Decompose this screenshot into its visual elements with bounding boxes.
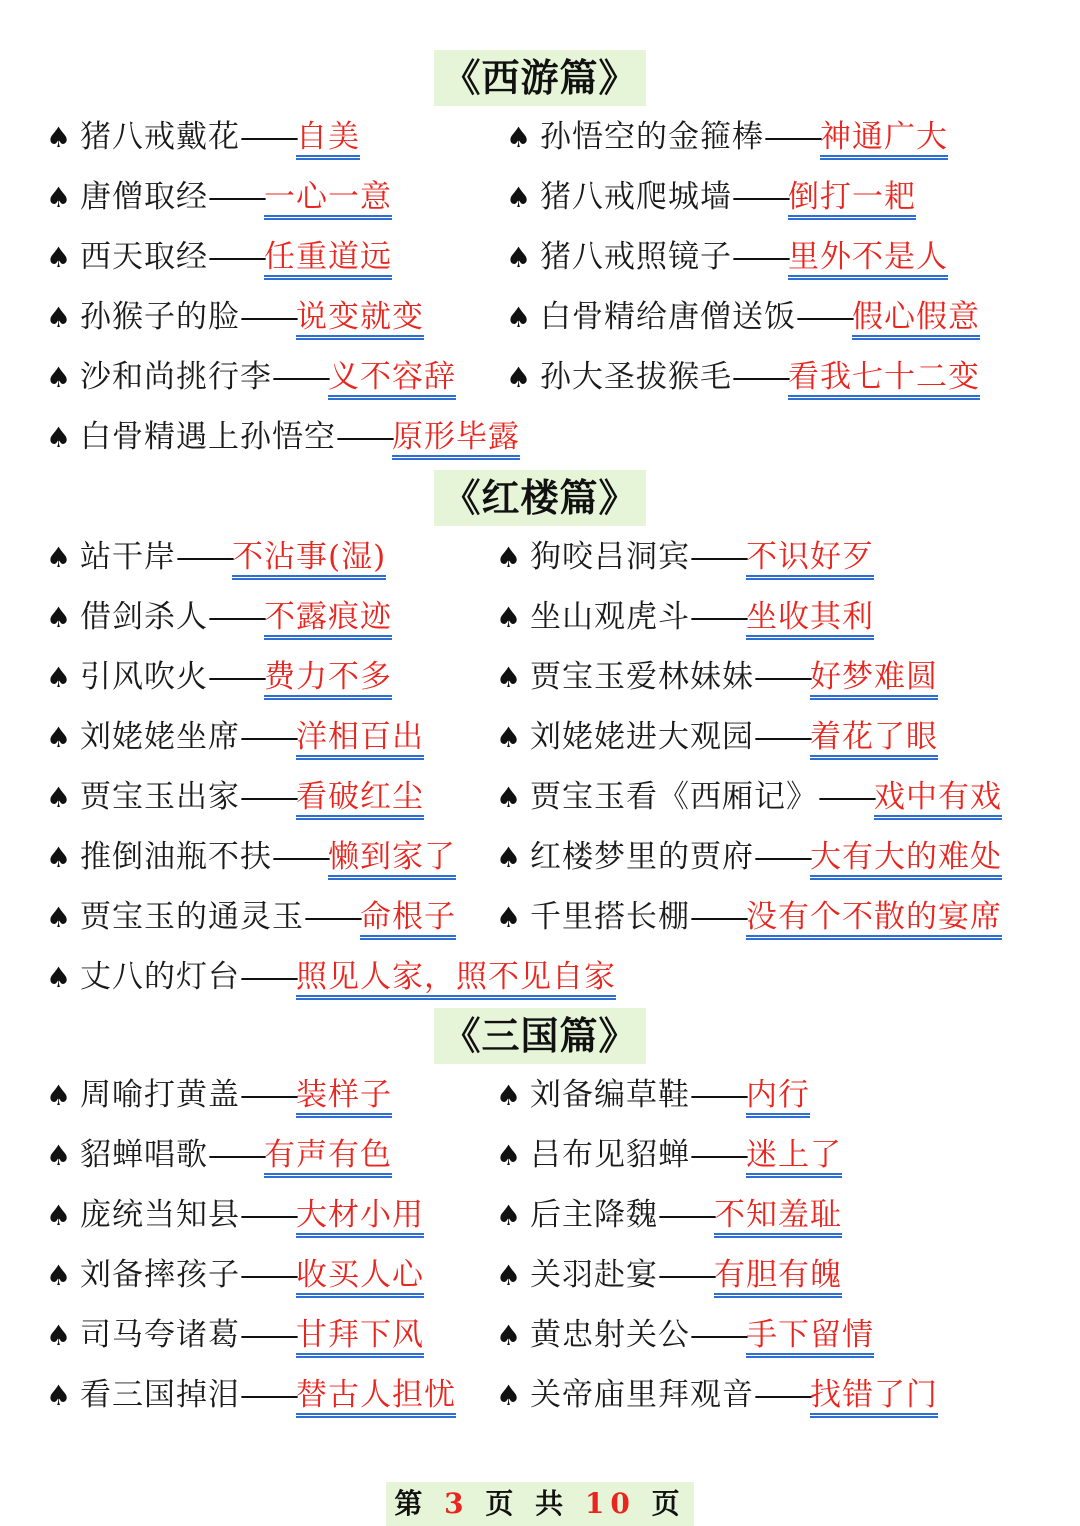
section-title: [0, 470, 1080, 526]
dash-separator: ——: [690, 1137, 746, 1173]
xiehouyu-item: [506, 232, 948, 282]
xiehouyu-item: [506, 172, 916, 222]
xiehouyu-item: [46, 1250, 424, 1300]
riddle-first-part: 猪八戒照镜子: [540, 239, 732, 275]
spade-icon: ♠: [496, 1319, 522, 1352]
riddle-first-part: 丈八的灯台: [80, 959, 240, 995]
riddle-answer: 戏中有戏: [874, 779, 1002, 820]
riddle-first-part: 司马夸诸葛: [80, 1317, 240, 1353]
spade-icon: ♠: [496, 781, 522, 814]
xiehouyu-item: [46, 1070, 392, 1120]
xiehouyu-item: [506, 352, 980, 402]
riddle-first-part: 周喻打黄盖: [80, 1077, 240, 1113]
riddle-answer: 大材小用: [296, 1197, 424, 1238]
dash-separator: ——: [240, 779, 296, 815]
xiehouyu-item: [46, 1370, 456, 1420]
xiehouyu-item: [46, 1310, 424, 1360]
riddle-answer: 倒打一耙: [788, 179, 916, 220]
dash-separator: ——: [754, 1377, 810, 1413]
dash-separator: ——: [208, 1137, 264, 1173]
section-title: [0, 1008, 1080, 1064]
xiehouyu-item: [46, 172, 392, 222]
xiehouyu-item: [496, 652, 938, 702]
xiehouyu-item: [496, 832, 1002, 882]
spade-icon: ♠: [496, 841, 522, 874]
riddle-answer: 不沾事(湿): [232, 539, 386, 580]
page-footer: [0, 1482, 1080, 1526]
riddle-answer: 懒到家了: [328, 839, 456, 880]
spade-icon: ♠: [46, 181, 72, 214]
dash-separator: ——: [240, 1377, 296, 1413]
spade-icon: ♠: [506, 121, 532, 154]
dash-separator: ——: [240, 299, 296, 335]
riddle-answer: 一心一意: [264, 179, 392, 220]
spade-icon: ♠: [46, 1319, 72, 1352]
riddle-answer: 不识好歹: [746, 539, 874, 580]
riddle-answer: 好梦难圆: [810, 659, 938, 700]
riddle-answer: 手下留情: [746, 1317, 874, 1358]
xiehouyu-item: [496, 712, 938, 762]
current-page: 3: [444, 1487, 470, 1520]
spade-icon: ♠: [46, 541, 72, 574]
riddle-answer: 原形毕露: [392, 419, 520, 460]
section-title-text: 《红楼篇》: [434, 470, 645, 526]
riddle-first-part: 刘姥姥进大观园: [530, 719, 754, 755]
dash-separator: ——: [240, 959, 296, 995]
riddle-first-part: 刘备摔孩子: [80, 1257, 240, 1293]
xiehouyu-item: [496, 1190, 842, 1240]
dash-separator: ——: [732, 179, 788, 215]
dash-separator: ——: [208, 659, 264, 695]
dash-separator: ——: [176, 539, 232, 575]
riddle-first-part: 关帝庙里拜观音: [530, 1377, 754, 1413]
riddle-answer: 洋相百出: [296, 719, 424, 760]
spade-icon: ♠: [496, 1139, 522, 1172]
section-title: [0, 50, 1080, 106]
spade-icon: ♠: [46, 1379, 72, 1412]
dash-separator: ——: [208, 599, 264, 635]
riddle-first-part: 沙和尚挑行李: [80, 359, 272, 395]
xiehouyu-item: [506, 292, 980, 342]
riddle-first-part: 后主降魏: [530, 1197, 658, 1233]
dash-separator: ——: [240, 1197, 296, 1233]
riddle-first-part: 千里搭长棚: [530, 899, 690, 935]
xiehouyu-item: [46, 892, 456, 942]
dash-separator: ——: [732, 239, 788, 275]
riddle-first-part: 看三国掉泪: [80, 1377, 240, 1413]
dash-separator: ——: [818, 779, 874, 815]
riddle-answer: 自美: [296, 119, 360, 160]
dash-separator: ——: [690, 899, 746, 935]
riddle-first-part: 刘备编草鞋: [530, 1077, 690, 1113]
riddle-answer: 坐收其利: [746, 599, 874, 640]
xiehouyu-item: [46, 772, 424, 822]
xiehouyu-item: [46, 352, 456, 402]
xiehouyu-item: [496, 1250, 842, 1300]
spade-icon: ♠: [496, 541, 522, 574]
dash-separator: ——: [764, 119, 820, 155]
spade-icon: ♠: [506, 361, 532, 394]
spade-icon: ♠: [496, 901, 522, 934]
spade-icon: ♠: [46, 421, 72, 454]
xiehouyu-item: [46, 712, 424, 762]
spade-icon: ♠: [46, 241, 72, 274]
riddle-answer: 收买人心: [296, 1257, 424, 1298]
spade-icon: ♠: [46, 1079, 72, 1112]
xiehouyu-item: [496, 772, 1002, 822]
spade-icon: ♠: [46, 901, 72, 934]
xiehouyu-item: [46, 1130, 392, 1180]
riddle-first-part: 引风吹火: [80, 659, 208, 695]
dash-separator: ——: [272, 839, 328, 875]
xiehouyu-item: [46, 832, 456, 882]
riddle-answer: 有声有色: [264, 1137, 392, 1178]
riddle-first-part: 唐僧取经: [80, 179, 208, 215]
riddle-first-part: 借剑杀人: [80, 599, 208, 635]
spade-icon: ♠: [496, 721, 522, 754]
riddle-first-part: 孙悟空的金箍棒: [540, 119, 764, 155]
dash-separator: ——: [240, 719, 296, 755]
spade-icon: ♠: [496, 661, 522, 694]
riddle-first-part: 站干岸: [80, 539, 176, 575]
dash-separator: ——: [796, 299, 852, 335]
riddle-answer: 费力不多: [264, 659, 392, 700]
spade-icon: ♠: [46, 301, 72, 334]
dash-separator: ——: [690, 599, 746, 635]
xiehouyu-item: [46, 532, 386, 582]
dash-separator: ——: [732, 359, 788, 395]
xiehouyu-item: [506, 112, 948, 162]
dash-separator: ——: [240, 119, 296, 155]
riddle-answer: 着花了眼: [810, 719, 938, 760]
xiehouyu-item: [496, 1370, 938, 1420]
xiehouyu-item: [496, 892, 1002, 942]
riddle-first-part: 贾宝玉看《西厢记》: [530, 779, 818, 815]
spade-icon: ♠: [506, 241, 532, 274]
spade-icon: ♠: [46, 841, 72, 874]
dash-separator: ——: [208, 239, 264, 275]
riddle-answer: 替古人担忧: [296, 1377, 456, 1418]
riddle-answer: 内行: [746, 1077, 810, 1118]
dash-separator: ——: [690, 1317, 746, 1353]
spade-icon: ♠: [46, 961, 72, 994]
riddle-first-part: 贾宝玉的通灵玉: [80, 899, 304, 935]
dash-separator: ——: [208, 179, 264, 215]
spade-icon: ♠: [46, 781, 72, 814]
riddle-first-part: 红楼梦里的贾府: [530, 839, 754, 875]
xiehouyu-item: [46, 652, 392, 702]
riddle-first-part: 推倒油瓶不扶: [80, 839, 272, 875]
xiehouyu-item: [496, 532, 874, 582]
dash-separator: ——: [658, 1197, 714, 1233]
dash-separator: ——: [336, 419, 392, 455]
dash-separator: ——: [754, 659, 810, 695]
spade-icon: ♠: [46, 601, 72, 634]
spade-icon: ♠: [46, 1199, 72, 1232]
dash-separator: ——: [754, 839, 810, 875]
spade-icon: ♠: [46, 1139, 72, 1172]
spade-icon: ♠: [496, 601, 522, 634]
spade-icon: ♠: [496, 1259, 522, 1292]
riddle-answer: 不露痕迹: [264, 599, 392, 640]
riddle-first-part: 庞统当知县: [80, 1197, 240, 1233]
xiehouyu-item: [496, 1070, 810, 1120]
xiehouyu-item: [46, 412, 520, 462]
xiehouyu-item: [46, 112, 360, 162]
xiehouyu-item: [496, 1130, 842, 1180]
riddle-answer: 说变就变: [296, 299, 424, 340]
spade-icon: ♠: [46, 121, 72, 154]
dash-separator: ——: [690, 539, 746, 575]
riddle-first-part: 吕布见貂蝉: [530, 1137, 690, 1173]
riddle-answer: 大有大的难处: [810, 839, 1002, 880]
xiehouyu-item: [496, 592, 874, 642]
spade-icon: ♠: [46, 721, 72, 754]
riddle-first-part: 白骨精遇上孙悟空: [80, 419, 336, 455]
dash-separator: ——: [240, 1077, 296, 1113]
riddle-first-part: 黄忠射关公: [530, 1317, 690, 1353]
xiehouyu-item: [46, 232, 392, 282]
riddle-answer: 不知羞耻: [714, 1197, 842, 1238]
xiehouyu-item: [46, 952, 616, 1002]
section-title-text: 《西游篇》: [434, 50, 645, 106]
xiehouyu-item: [46, 592, 392, 642]
riddle-first-part: 贾宝玉出家: [80, 779, 240, 815]
riddle-answer: 义不容辞: [328, 359, 456, 400]
dash-separator: ——: [240, 1257, 296, 1293]
riddle-answer: 看我七十二变: [788, 359, 980, 400]
riddle-first-part: 猪八戒戴花: [80, 119, 240, 155]
riddle-answer: 甘拜下风: [296, 1317, 424, 1358]
dash-separator: ——: [304, 899, 360, 935]
riddle-answer: 没有个不散的宴席: [746, 899, 1002, 940]
riddle-first-part: 刘姥姥坐席: [80, 719, 240, 755]
spade-icon: ♠: [496, 1379, 522, 1412]
riddle-first-part: 坐山观虎斗: [530, 599, 690, 635]
riddle-first-part: 白骨精给唐僧送饭: [540, 299, 796, 335]
dash-separator: ——: [690, 1077, 746, 1113]
xiehouyu-item: [496, 1310, 874, 1360]
riddle-answer: 假心假意: [852, 299, 980, 340]
section-title-text: 《三国篇》: [434, 1008, 645, 1064]
xiehouyu-item: [46, 292, 424, 342]
riddle-first-part: 孙大圣拔猴毛: [540, 359, 732, 395]
riddle-first-part: 西天取经: [80, 239, 208, 275]
riddle-answer: 看破红尘: [296, 779, 424, 820]
riddle-first-part: 贾宝玉爱林妹妹: [530, 659, 754, 695]
riddle-first-part: 貂蝉唱歌: [80, 1137, 208, 1173]
spade-icon: ♠: [46, 661, 72, 694]
total-pages: 10: [584, 1487, 636, 1520]
spade-icon: ♠: [506, 181, 532, 214]
riddle-answer: 找错了门: [810, 1377, 938, 1418]
riddle-answer: 命根子: [360, 899, 456, 940]
riddle-answer: 有胆有魄: [714, 1257, 842, 1298]
spade-icon: ♠: [506, 301, 532, 334]
dash-separator: ——: [658, 1257, 714, 1293]
dash-separator: ——: [272, 359, 328, 395]
footer-prefix: 第: [394, 1487, 429, 1520]
dash-separator: ——: [754, 719, 810, 755]
riddle-answer: 迷上了: [746, 1137, 842, 1178]
riddle-answer: 照见人家，照不见自家: [296, 959, 616, 1000]
riddle-first-part: 关羽赴宴: [530, 1257, 658, 1293]
spade-icon: ♠: [496, 1199, 522, 1232]
spade-icon: ♠: [46, 1259, 72, 1292]
riddle-answer: 神通广大: [820, 119, 948, 160]
footer-middle: 页 共: [485, 1487, 570, 1520]
riddle-answer: 装样子: [296, 1077, 392, 1118]
page-number-box: [386, 1482, 693, 1526]
spade-icon: ♠: [46, 361, 72, 394]
riddle-answer: 任重道远: [264, 239, 392, 280]
riddle-first-part: 猪八戒爬城墙: [540, 179, 732, 215]
dash-separator: ——: [240, 1317, 296, 1353]
xiehouyu-item: [46, 1190, 424, 1240]
footer-suffix: 页: [651, 1487, 686, 1520]
riddle-first-part: 狗咬吕洞宾: [530, 539, 690, 575]
spade-icon: ♠: [496, 1079, 522, 1112]
riddle-answer: 里外不是人: [788, 239, 948, 280]
riddle-first-part: 孙猴子的脸: [80, 299, 240, 335]
